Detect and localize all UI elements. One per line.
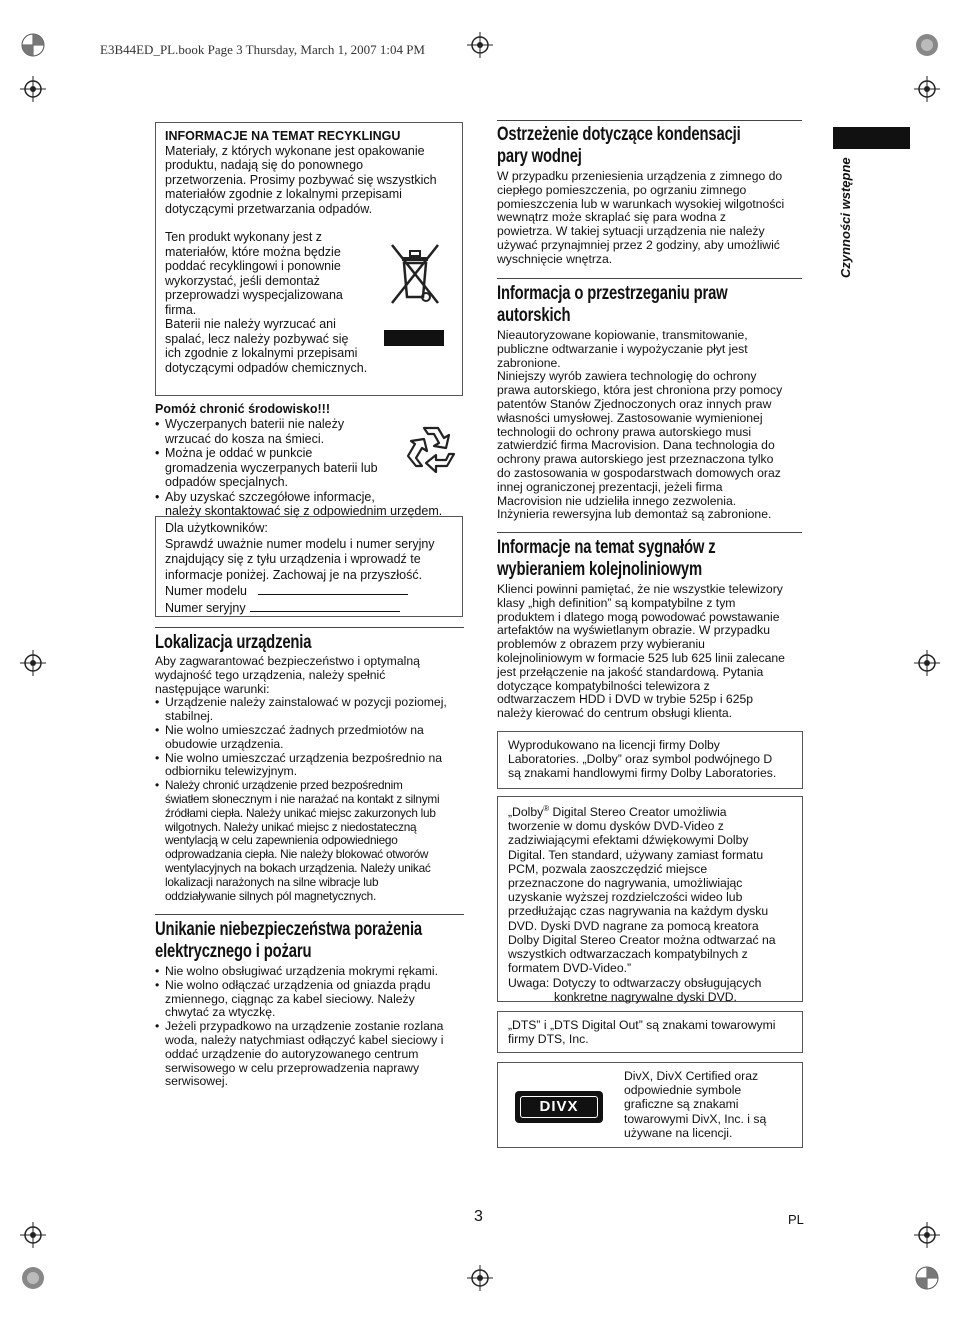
list-item: • Nie wolno umieszczać żadnych przedmiotów na obudowie urządzenia. bbox=[155, 724, 475, 752]
recycling-info-box bbox=[155, 122, 463, 396]
users-info-box bbox=[155, 516, 463, 617]
registration-mark-icon bbox=[20, 32, 46, 58]
list-item: • Aby uzyskać szczegółowe informacje, należy skontaktować się z odpowiednim urzędem. bbox=[155, 490, 465, 519]
divx-trademark-text: DivX, DivX Certified oraz odpowiednie symbole graficzne są znakami towarowymi DivX, Inc. i są używane na licencji. bbox=[624, 1069, 767, 1140]
black-bar-symbol bbox=[384, 330, 444, 346]
section-divider bbox=[155, 914, 464, 915]
section-divider bbox=[497, 120, 802, 121]
section-tab-label: Czynności wstępne bbox=[838, 157, 853, 278]
registration-mark-icon bbox=[20, 1265, 46, 1291]
crossed-out-bin-icon bbox=[384, 241, 446, 311]
list-item: • Nie wolno obsługiwać urządzenia mokrymi rękami. bbox=[155, 965, 475, 979]
registration-mark-icon bbox=[914, 1265, 940, 1291]
crosshair-icon bbox=[20, 76, 46, 102]
recycling-para-1: Materiały, z których wykonane jest opakowanie produktu, nadają się do ponownego przetworzenia. Prosimy pozbywać się wszystkich materiałów zgodnie z lokalnymi przepisami dotyczącymi przetwarzania odpadów. bbox=[165, 143, 437, 216]
section-divider bbox=[155, 627, 464, 628]
recycling-para-3: Baterii nie należy wyrzucać ani spalać, lecz należy pozbywać się ich zgodnie z lokalnymi przepisami dotyczącymi odpadów chemicznych. bbox=[165, 317, 368, 375]
page-number: 3 bbox=[474, 1208, 483, 1225]
divx-logo: DIVX bbox=[515, 1091, 603, 1123]
location-list bbox=[155, 696, 475, 903]
crosshair-icon bbox=[467, 1265, 493, 1291]
model-number-field[interactable]: Numer modelu bbox=[165, 583, 457, 600]
location-section bbox=[155, 632, 475, 903]
crosshair-icon bbox=[20, 650, 46, 676]
registration-mark-icon bbox=[914, 32, 940, 58]
section-divider bbox=[497, 278, 802, 279]
list-item: • Należy chronić urządzenie przed bezpośrednim światłem słonecznym i nie narażać na kontakt z silnymi źródłami ciepła. Należy unikać miejsc zakurzonych lub wilgotnych. Należy unikać miejsc z niedostateczną wentylacją w celu zapewnienia odpowiedniego odprowadzania ciepła. Nie należy blokować otworów wentylacyjnych na bokach urządzenia. Należy unikać lokalizacji narażonych na silne wibracje lub oddziaływanie silnych pól magnetycznych. bbox=[155, 779, 475, 903]
copyright-text: Nieautoryzowane kopiowanie, transmitowanie, publiczne odtwarzanie i wypożyczanie płyt jest zabronione. Niniejszy wyrób zawiera technologię do ochrony prawa autorskiego, która jest chroniona przy pomocy patentów Stanów Zjednoczonych oraz innych praw własności umysłowej. Zastosowanie wymienionej technologii do ochrony prawa autorskiego musi zatwierdzić firma Macrovision. Dana technologia do ochrony prawa autorskiego jest przeznaczona tylko do zastosowania w gospodarstwach domowych oraz innej ograniczonej prezentacji, jeżeli firma Macrovision nie udzieliła innego zezwolenia. Inżynieria rewersyjna lub demontaż są zabronione. bbox=[497, 328, 783, 522]
list-item: • Można je oddać w punkcie gromadzenia wyczerpanych baterii lub odpadów specjalnych. bbox=[155, 446, 465, 490]
condensation-section bbox=[497, 124, 812, 267]
crosshair-icon bbox=[914, 1222, 940, 1248]
list-item: • Jeżeli przypadkowo na urządzenie zostanie rozlana woda, należy natychmiast odłączyć kabel sieciowy i oddać urządzenie do autoryzowanego centrum serwisowego w celu przeprowadzenia naprawy serwisowej. bbox=[155, 1020, 475, 1089]
condensation-text: W przypadku przeniesienia urządzenia z zimnego do ciepłego pomieszczenia, po ogrzaniu zimnego pomieszczenia lub w warunkach wysokiej wilgotności wewnątrz może skraplać się para wodna z powietrza. W takiej sytuacji urządzenia nie należy używać przynajmniej przez 2 godziny, aby umożliwić wyschnięcie wnętrza. bbox=[497, 169, 785, 266]
signals-section bbox=[497, 537, 812, 721]
dts-trademark-box bbox=[497, 1011, 803, 1053]
recycle-icon bbox=[402, 422, 460, 478]
crosshair-icon bbox=[467, 32, 493, 58]
location-intro: Aby zagwarantować bezpieczeństwo i optymalną wydajność tego urządzenia, należy spełnić następujące warunki: bbox=[155, 654, 420, 696]
recycling-title: INFORMACJE NA TEMAT RECYKLINGU bbox=[165, 129, 401, 143]
shock-list bbox=[155, 965, 475, 1089]
list-item: • Nie wolno odłączać urządzenia od gniazda prądu zmiennego, ciągnąc za kabel sieciowy. Należy chwytać za wtyczkę. bbox=[155, 979, 475, 1020]
condensation-title: Ostrzeżenie dotyczące kondensacji pary wodnej bbox=[497, 124, 741, 167]
language-code: PL bbox=[788, 1212, 804, 1227]
copyright-section bbox=[497, 283, 812, 522]
list-item: • Urządzenie należy zainstalować w pozycji poziomej, stabilnej. bbox=[155, 696, 475, 724]
environment-title: Pomóż chronić środowisko!!! bbox=[155, 402, 331, 416]
book-header: E3B44ED_PL.book Page 3 Thursday, March 1, 2007 1:04 PM bbox=[100, 42, 425, 57]
divx-trademark-box bbox=[497, 1062, 803, 1148]
signals-text: Klienci powinni pamiętać, że nie wszystkie telewizory klasy „high definition” są kompatybilne z tym produktem i dlatego mogą powodować powstawanie artefaktów na wyświetlanym obrazie. W przypadku problemów z obrazem przy wybieraniu kolejnoliniowym w formacie 525 lub 625 linii zalecane jest przełączenie na jakość standardową. Pytania dotyczące kompatybilności telewizora z odtwarzaczem HDD i DVD w trybie 525p i 625p należy kierować do centrum obsługi klienta. bbox=[497, 582, 785, 721]
list-item: • Nie wolno umieszczać urządzenia bezpośrednio na odbiorniku telewizyjnym. bbox=[155, 752, 475, 780]
dts-trademark-text: „DTS” i „DTS Digital Out” są znakami towarowymi firmy DTS, Inc. bbox=[508, 1018, 776, 1047]
dolby-creator-box bbox=[497, 796, 803, 1002]
section-tab bbox=[833, 127, 910, 149]
dolby-license-box bbox=[497, 731, 803, 789]
users-box-heading: Dla użytkowników: bbox=[165, 521, 268, 535]
copyright-title: Informacja o przestrzeganiu praw autorskich bbox=[497, 283, 728, 326]
shock-title: Unikanie niebezpieczeństwa porażenia elektrycznego i pożaru bbox=[155, 919, 422, 962]
serial-number-field[interactable]: Numer seryjny bbox=[165, 600, 457, 617]
location-title: Lokalizacja urządzenia bbox=[155, 632, 312, 653]
dolby-license-text: Wyprodukowano na licencji firmy Dolby Laboratories. „Dolby” oraz symbol podwójnego D są znakami handlowymi firmy Dolby Laboratories. bbox=[508, 738, 777, 781]
recycling-para-2: Ten produkt wykonany jest z materiałów, które można będzie poddać recyklingowi i ponownie wykorzystać, jeśli demontaż przeprowadzi wyspecjalizowana firma. bbox=[165, 230, 343, 317]
signals-title: Informacje na temat sygnałów z wybieraniem kolejnoliniowym bbox=[497, 537, 716, 580]
users-box-text: Sprawdź uważnie numer modelu i numer seryjny znajdujący się z tyłu urządzenia i wprowadź te informacje poniżej. Zachowaj je na przyszłość. bbox=[165, 536, 435, 582]
dolby-creator-text: „Dolby® Digital Stereo Creator umożliwia tworzenie w domu dysków DVD-Video z zadziwiającymi efektami dźwiękowymi Dolby Digital. Ten standard, używany zamiast formatu PCM, pozwala zaoszczędzić miejsce przeznaczone do nagrywania, umożliwiając uzyskanie wyższej rozdzielczości wideo lub przedłużając czas nagrywania na każdym dysku DVD. Dyski DVD nagrane za pomocą kreatora Dolby Digital Stereo Creator można odtwarzać na wszystkich odtwarzaczach kompatybilnych z formatem DVD-Video.” Uwaga: Dotyczy to odtwarzaczy obsługujących konkretne nagrywalne dyski DVD. bbox=[508, 804, 776, 1004]
crosshair-icon bbox=[914, 76, 940, 102]
section-divider bbox=[497, 532, 802, 533]
crosshair-icon bbox=[914, 650, 940, 676]
list-item: • Wyczerpanych baterii nie należy wrzucać do kosza na śmieci. bbox=[155, 417, 465, 446]
crosshair-icon bbox=[20, 1222, 46, 1248]
shock-section bbox=[155, 919, 475, 1089]
